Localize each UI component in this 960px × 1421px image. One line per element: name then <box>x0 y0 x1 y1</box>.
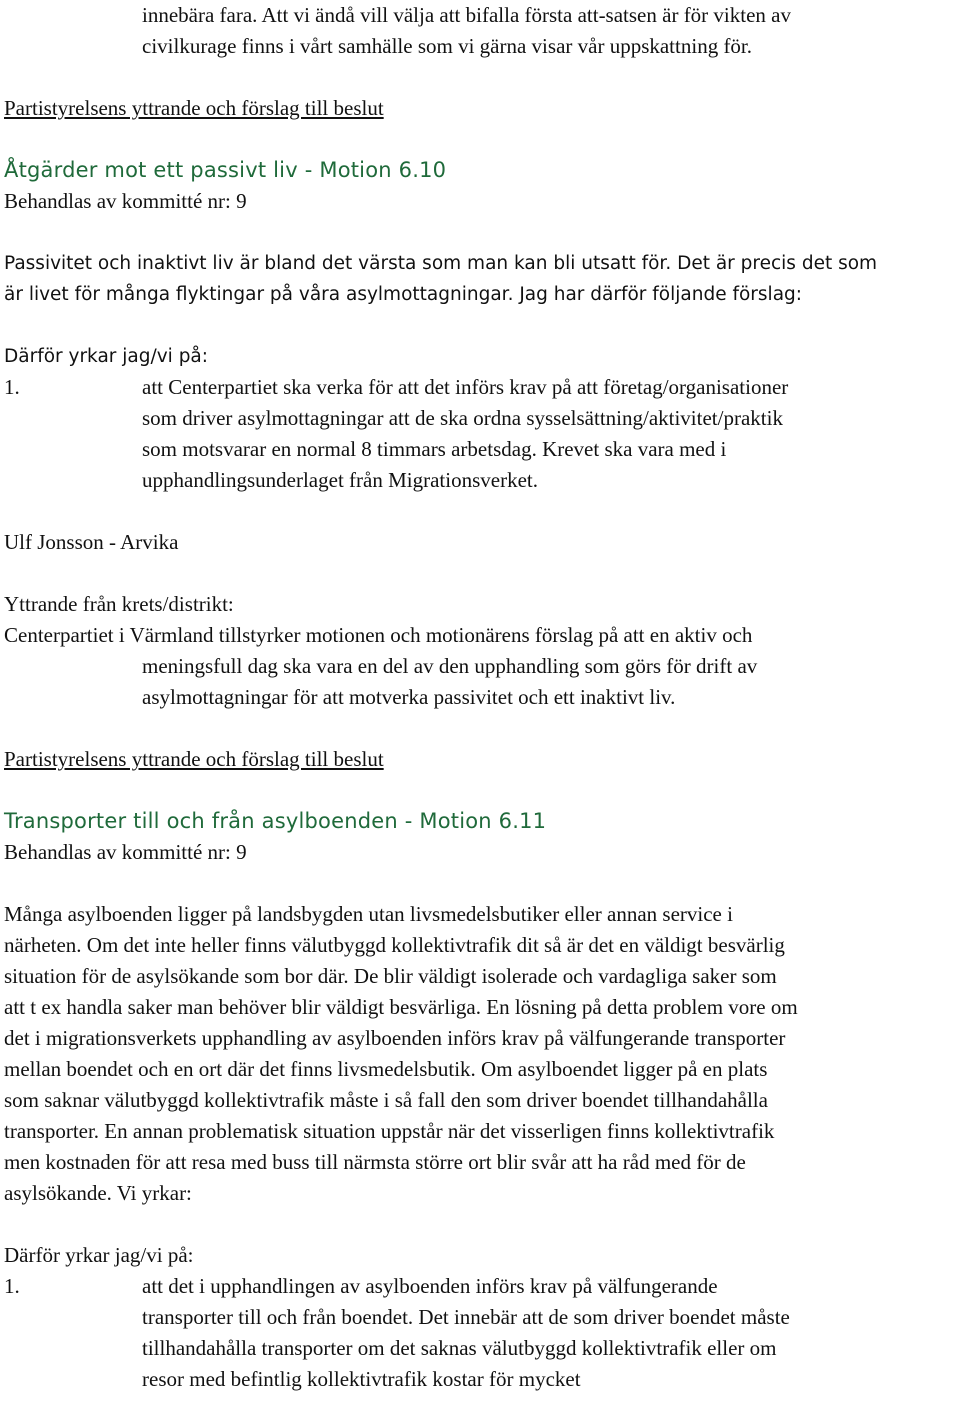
text-line: att t ex handla saker man behöver blir väldigt besvärliga. En lösning på detta problem vore om <box>4 995 798 1019</box>
text-line: mellan boendet och en ort där det finns livsmedelsbutik. Om asylboendet ligger på en plats <box>4 1057 768 1081</box>
text-line: Många asylboenden ligger på landsbygden utan livsmedelsbutiker eller annan service i <box>4 902 733 926</box>
request-label: Därför yrkar jag/vi på: <box>4 1243 194 1267</box>
text-line: men kostnaden för att resa med buss till närmsta större ort blir svår att ha råd med för de <box>4 1150 746 1174</box>
request-label: Därför yrkar jag/vi på: <box>4 346 209 367</box>
text-line: transporter. En annan problematisk situation uppstår när det visserligen finns kollektivtrafik <box>4 1119 775 1143</box>
text-line: civilkurage finns i vårt samhälle som vi gärna visar vår uppskattning för. <box>142 34 753 58</box>
text-line: som driver asylmottagningar att de ska ordna sysselsättning/aktivitet/praktik <box>142 406 783 430</box>
motion-title: Åtgärder mot ett passivt liv - Motion 6.10 <box>4 158 447 182</box>
proposal-item <box>4 1271 956 1395</box>
text-line: Passivitet och inaktivt liv är bland det värsta som man kan bli utsatt för. Det är precis det som <box>4 253 878 274</box>
text-line: resor med befintlig kollektivtrafik kostar för mycket <box>142 1367 581 1391</box>
board-statement-link[interactable]: Partistyrelsens yttrande och förslag till beslut <box>4 747 384 771</box>
district-statement-label: Yttrande från krets/distrikt: <box>4 592 234 616</box>
text-line: att det i upphandlingen av asylboenden införs krav på välfungerande <box>142 1274 718 1298</box>
author-name: Ulf Jonsson - Arvika <box>4 530 179 554</box>
text-line: transporter till och från boendet. Det innebär att de som driver boendet måste <box>142 1305 790 1329</box>
district-statement-body <box>4 651 956 713</box>
item-number: 1. <box>4 1274 20 1298</box>
motion-body <box>4 899 956 1209</box>
text-line: det i migrationsverkets upphandling av asylboenden införs krav på välfungerande transporter <box>4 1026 786 1050</box>
continued-paragraph <box>4 0 956 62</box>
text-line: som motsvarar en normal 8 timmars arbetsdag. Krevet ska vara med i <box>142 437 727 461</box>
text-line: tillhandahålla transporter om det saknas välutbyggd kollektivtrafik eller om <box>142 1336 777 1360</box>
text-line: är livet för många flyktingar på våra asylmottagningar. Jag har därför följande förslag: <box>4 284 803 305</box>
motion-body <box>4 248 956 372</box>
item-number: 1. <box>4 375 20 399</box>
board-statement-link[interactable]: Partistyrelsens yttrande och förslag till beslut <box>4 96 384 120</box>
text-line: att Centerpartiet ska verka för att det införs krav på att företag/organisationer <box>142 375 789 399</box>
text-line: närheten. Om det inte heller finns välutbyggd kollektivtrafik dit så är det en väldigt besvärlig <box>4 933 785 957</box>
motion-title: Transporter till och från asylboenden - Motion 6.11 <box>4 809 547 833</box>
text-line: situation för de asylsökande som bor där. De blir väldigt isolerade och vardagliga saker som <box>4 964 777 988</box>
committee-label: Behandlas av kommitté nr: 9 <box>4 840 247 864</box>
text-line: meningsfull dag ska vara en del av den upphandling som görs för drift av <box>142 654 758 678</box>
text-line: som saknar välutbyggd kollektivtrafik måste i så fall den som driver boendet tillhandahålla <box>4 1088 768 1112</box>
text-line: innebära fara. Att vi ändå vill välja att bifalla första att-satsen är för vikten av <box>142 3 791 27</box>
committee-label: Behandlas av kommitté nr: 9 <box>4 189 247 213</box>
text-line: asylmottagningar för att motverka passivitet och ett inaktivt liv. <box>142 685 676 709</box>
proposal-item <box>4 372 956 496</box>
text-line: upphandlingsunderlaget från Migrationsverket. <box>142 468 538 492</box>
text-line: asylsökande. Vi yrkar: <box>4 1181 192 1205</box>
text-line: Centerpartiet i Värmland tillstyrker motionen och motionärens förslag på att en aktiv och <box>4 623 753 647</box>
document-page <box>4 0 956 1395</box>
